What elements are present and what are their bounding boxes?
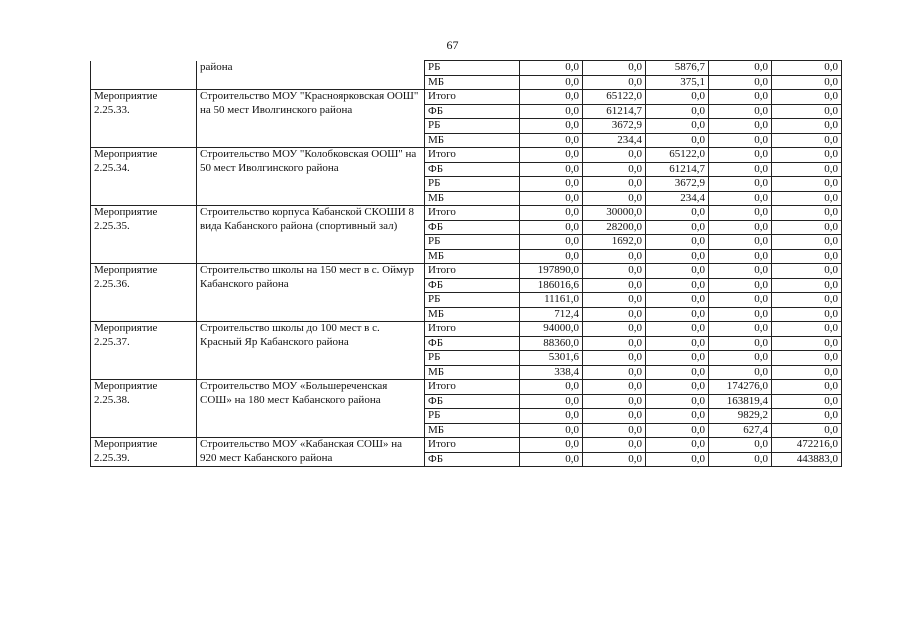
amount-cell: 0,0 xyxy=(709,452,772,467)
amount-cell: 0,0 xyxy=(583,423,646,438)
amount-cell: 1692,0 xyxy=(583,235,646,250)
funding-source-cell: РБ xyxy=(425,293,520,308)
amount-cell: 0,0 xyxy=(709,90,772,105)
amount-cell: 0,0 xyxy=(772,119,842,134)
table-row xyxy=(91,264,842,279)
funding-source-cell: РБ xyxy=(425,409,520,424)
amount-cell: 0,0 xyxy=(772,61,842,76)
amount-cell: 65122,0 xyxy=(583,90,646,105)
amount-cell: 0,0 xyxy=(583,452,646,467)
amount-cell: 0,0 xyxy=(772,293,842,308)
amount-cell: 0,0 xyxy=(772,177,842,192)
amount-cell: 0,0 xyxy=(646,235,709,250)
measure-code-cell: Мероприятие 2.25.34. xyxy=(91,148,197,206)
amount-cell: 0,0 xyxy=(709,249,772,264)
amount-cell: 0,0 xyxy=(520,148,583,163)
amount-cell: 712,4 xyxy=(520,307,583,322)
amount-cell: 0,0 xyxy=(520,191,583,206)
amount-cell: 0,0 xyxy=(583,191,646,206)
measure-name-cell: Строительство МОУ "Красноярковская ООШ" на 50 мест Иволгинского района xyxy=(197,90,425,148)
amount-cell: 0,0 xyxy=(772,162,842,177)
amount-cell: 0,0 xyxy=(646,336,709,351)
amount-cell: 5301,6 xyxy=(520,351,583,366)
amount-cell: 0,0 xyxy=(772,322,842,337)
budget-table xyxy=(90,60,842,467)
amount-cell: 174276,0 xyxy=(709,380,772,395)
amount-cell: 0,0 xyxy=(520,75,583,90)
funding-source-cell: Итого xyxy=(425,438,520,453)
amount-cell: 0,0 xyxy=(583,365,646,380)
amount-cell: 0,0 xyxy=(709,235,772,250)
amount-cell: 0,0 xyxy=(709,104,772,119)
amount-cell: 0,0 xyxy=(709,162,772,177)
amount-cell: 0,0 xyxy=(583,162,646,177)
amount-cell: 0,0 xyxy=(646,119,709,134)
measure-name-cell: Строительство корпуса Кабанской СКОШИ 8 вида Кабанского района (спортивный зал) xyxy=(197,206,425,264)
amount-cell: 0,0 xyxy=(772,307,842,322)
amount-cell: 0,0 xyxy=(709,75,772,90)
amount-cell: 0,0 xyxy=(772,90,842,105)
measure-name-cell: Строительство МОУ «Большереченская СОШ» на 180 мест Кабанского района xyxy=(197,380,425,438)
amount-cell: 0,0 xyxy=(709,293,772,308)
amount-cell: 0,0 xyxy=(646,90,709,105)
amount-cell: 0,0 xyxy=(646,423,709,438)
amount-cell: 234,4 xyxy=(583,133,646,148)
funding-source-cell: МБ xyxy=(425,307,520,322)
amount-cell: 0,0 xyxy=(583,293,646,308)
amount-cell: 443883,0 xyxy=(772,452,842,467)
amount-cell: 0,0 xyxy=(646,438,709,453)
amount-cell: 627,4 xyxy=(709,423,772,438)
amount-cell: 0,0 xyxy=(709,191,772,206)
amount-cell: 0,0 xyxy=(772,148,842,163)
amount-cell: 0,0 xyxy=(520,380,583,395)
amount-cell: 0,0 xyxy=(709,206,772,221)
amount-cell: 0,0 xyxy=(583,61,646,76)
amount-cell: 0,0 xyxy=(646,293,709,308)
amount-cell: 0,0 xyxy=(520,119,583,134)
funding-source-cell: РБ xyxy=(425,119,520,134)
funding-source-cell: ФБ xyxy=(425,452,520,467)
amount-cell: 0,0 xyxy=(772,235,842,250)
funding-source-cell: РБ xyxy=(425,235,520,250)
funding-source-cell: МБ xyxy=(425,133,520,148)
amount-cell: 0,0 xyxy=(583,380,646,395)
amount-cell: 0,0 xyxy=(646,104,709,119)
amount-cell: 0,0 xyxy=(646,133,709,148)
amount-cell: 0,0 xyxy=(709,438,772,453)
amount-cell: 0,0 xyxy=(583,351,646,366)
amount-cell: 0,0 xyxy=(709,264,772,279)
measure-code-cell: Мероприятие 2.25.39. xyxy=(91,438,197,467)
amount-cell: 0,0 xyxy=(520,104,583,119)
amount-cell: 0,0 xyxy=(520,438,583,453)
amount-cell: 0,0 xyxy=(709,322,772,337)
amount-cell: 11161,0 xyxy=(520,293,583,308)
funding-source-cell: ФБ xyxy=(425,220,520,235)
amount-cell: 0,0 xyxy=(520,133,583,148)
funding-source-cell: Итого xyxy=(425,380,520,395)
funding-source-cell: Итого xyxy=(425,90,520,105)
amount-cell: 163819,4 xyxy=(709,394,772,409)
amount-cell: 0,0 xyxy=(646,394,709,409)
amount-cell: 0,0 xyxy=(709,61,772,76)
funding-source-cell: РБ xyxy=(425,177,520,192)
amount-cell: 0,0 xyxy=(583,438,646,453)
amount-cell: 0,0 xyxy=(646,249,709,264)
funding-source-cell: Итого xyxy=(425,322,520,337)
measure-name-cell: Строительство школы на 150 мест в с. Оймур Кабанского района xyxy=(197,264,425,322)
funding-source-cell: МБ xyxy=(425,249,520,264)
amount-cell: 0,0 xyxy=(583,249,646,264)
amount-cell: 9829,2 xyxy=(709,409,772,424)
funding-source-cell: ФБ xyxy=(425,104,520,119)
amount-cell: 0,0 xyxy=(520,394,583,409)
table-row xyxy=(91,438,842,453)
amount-cell: 0,0 xyxy=(709,307,772,322)
amount-cell: 0,0 xyxy=(772,104,842,119)
measure-code-cell: Мероприятие 2.25.36. xyxy=(91,264,197,322)
amount-cell: 0,0 xyxy=(709,351,772,366)
amount-cell: 0,0 xyxy=(646,365,709,380)
amount-cell: 0,0 xyxy=(646,322,709,337)
amount-cell: 3672,9 xyxy=(583,119,646,134)
funding-source-cell: МБ xyxy=(425,365,520,380)
measure-code-cell: Мероприятие 2.25.33. xyxy=(91,90,197,148)
amount-cell: 0,0 xyxy=(583,148,646,163)
measure-name-cell: Строительство МОУ "Колобковская ООШ" на 50 мест Иволгинского района xyxy=(197,148,425,206)
amount-cell: 0,0 xyxy=(772,336,842,351)
amount-cell: 0,0 xyxy=(772,133,842,148)
amount-cell: 0,0 xyxy=(583,394,646,409)
amount-cell: 0,0 xyxy=(520,249,583,264)
amount-cell: 0,0 xyxy=(520,235,583,250)
amount-cell: 0,0 xyxy=(772,409,842,424)
funding-source-cell: МБ xyxy=(425,191,520,206)
amount-cell: 0,0 xyxy=(772,365,842,380)
funding-source-cell: РБ xyxy=(425,61,520,76)
amount-cell: 0,0 xyxy=(772,351,842,366)
amount-cell: 0,0 xyxy=(646,307,709,322)
table-row xyxy=(91,61,842,76)
amount-cell: 30000,0 xyxy=(583,206,646,221)
amount-cell: 0,0 xyxy=(520,61,583,76)
table-row xyxy=(91,206,842,221)
measure-code-cell: Мероприятие 2.25.37. xyxy=(91,322,197,380)
measure-code-cell xyxy=(91,61,197,90)
amount-cell: 0,0 xyxy=(772,264,842,279)
amount-cell: 0,0 xyxy=(520,423,583,438)
funding-source-cell: Итого xyxy=(425,264,520,279)
amount-cell: 0,0 xyxy=(646,380,709,395)
amount-cell: 61214,7 xyxy=(583,104,646,119)
amount-cell: 234,4 xyxy=(646,191,709,206)
amount-cell: 472216,0 xyxy=(772,438,842,453)
funding-source-cell: ФБ xyxy=(425,394,520,409)
amount-cell: 0,0 xyxy=(520,452,583,467)
amount-cell: 0,0 xyxy=(709,336,772,351)
funding-source-cell: ФБ xyxy=(425,336,520,351)
amount-cell: 0,0 xyxy=(583,177,646,192)
amount-cell: 0,0 xyxy=(709,278,772,293)
funding-source-cell: ФБ xyxy=(425,278,520,293)
amount-cell: 338,4 xyxy=(520,365,583,380)
table-row xyxy=(91,148,842,163)
table-row xyxy=(91,90,842,105)
amount-cell: 0,0 xyxy=(520,220,583,235)
amount-cell: 0,0 xyxy=(772,423,842,438)
amount-cell: 0,0 xyxy=(772,75,842,90)
measure-code-cell: Мероприятие 2.25.38. xyxy=(91,380,197,438)
funding-source-cell: МБ xyxy=(425,75,520,90)
amount-cell: 0,0 xyxy=(583,336,646,351)
amount-cell: 28200,0 xyxy=(583,220,646,235)
amount-cell: 0,0 xyxy=(646,409,709,424)
amount-cell: 0,0 xyxy=(709,177,772,192)
amount-cell: 65122,0 xyxy=(646,148,709,163)
funding-source-cell: МБ xyxy=(425,423,520,438)
amount-cell: 0,0 xyxy=(646,220,709,235)
measure-name-cell: Строительство школы до 100 мест в с. Красный Яр Кабанского района xyxy=(197,322,425,380)
amount-cell: 0,0 xyxy=(772,220,842,235)
amount-cell: 0,0 xyxy=(583,409,646,424)
amount-cell: 0,0 xyxy=(520,162,583,177)
amount-cell: 0,0 xyxy=(583,322,646,337)
amount-cell: 0,0 xyxy=(520,206,583,221)
amount-cell: 0,0 xyxy=(583,307,646,322)
amount-cell: 0,0 xyxy=(646,351,709,366)
funding-source-cell: ФБ xyxy=(425,162,520,177)
amount-cell: 0,0 xyxy=(772,249,842,264)
amount-cell: 0,0 xyxy=(772,278,842,293)
measure-code-cell: Мероприятие 2.25.35. xyxy=(91,206,197,264)
amount-cell: 197890,0 xyxy=(520,264,583,279)
amount-cell: 0,0 xyxy=(646,278,709,293)
amount-cell: 61214,7 xyxy=(646,162,709,177)
amount-cell: 3672,9 xyxy=(646,177,709,192)
amount-cell: 0,0 xyxy=(646,452,709,467)
amount-cell: 0,0 xyxy=(709,365,772,380)
funding-source-cell: РБ xyxy=(425,351,520,366)
amount-cell: 0,0 xyxy=(772,380,842,395)
measure-name-cell: Строительство МОУ «Кабанская СОШ» на 920 мест Кабанского района xyxy=(197,438,425,467)
amount-cell: 0,0 xyxy=(772,191,842,206)
amount-cell: 0,0 xyxy=(520,409,583,424)
amount-cell: 0,0 xyxy=(520,90,583,105)
amount-cell: 94000,0 xyxy=(520,322,583,337)
amount-cell: 0,0 xyxy=(772,394,842,409)
page-number: 67 xyxy=(446,38,459,52)
amount-cell: 0,0 xyxy=(709,119,772,134)
amount-cell: 0,0 xyxy=(772,206,842,221)
table-row xyxy=(91,322,842,337)
measure-name-cell: района xyxy=(197,61,425,90)
funding-source-cell: Итого xyxy=(425,148,520,163)
table-row xyxy=(91,380,842,395)
amount-cell: 0,0 xyxy=(583,278,646,293)
amount-cell: 375,1 xyxy=(646,75,709,90)
amount-cell: 0,0 xyxy=(709,220,772,235)
funding-source-cell: Итого xyxy=(425,206,520,221)
amount-cell: 0,0 xyxy=(583,75,646,90)
amount-cell: 5876,7 xyxy=(646,61,709,76)
amount-cell: 0,0 xyxy=(709,133,772,148)
amount-cell: 88360,0 xyxy=(520,336,583,351)
amount-cell: 186016,6 xyxy=(520,278,583,293)
amount-cell: 0,0 xyxy=(709,148,772,163)
amount-cell: 0,0 xyxy=(520,177,583,192)
amount-cell: 0,0 xyxy=(646,206,709,221)
amount-cell: 0,0 xyxy=(646,264,709,279)
amount-cell: 0,0 xyxy=(583,264,646,279)
